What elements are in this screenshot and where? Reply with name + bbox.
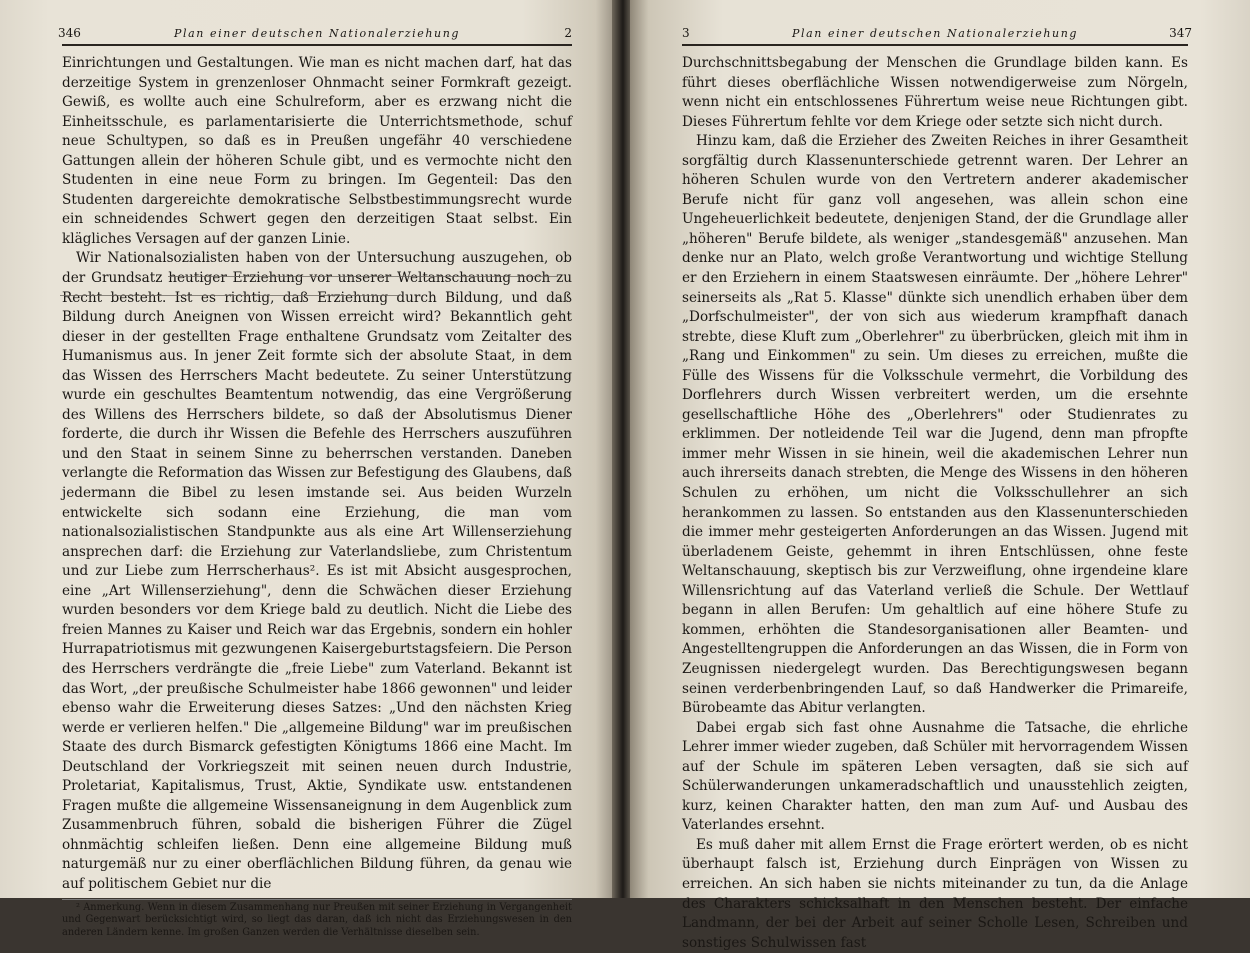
left-page-header — [58, 26, 572, 46]
right-signature-mark: 3 — [682, 26, 690, 40]
right-paragraph-1: Durchschnittsbegabung der Menschen die Grundlage bilden kann. Es führt dieses oberflächliche Wissen notwendigerweise zum Nörgeln, wenn nicht ein entschlossenes Führertum weise neue Richtungen gibt. Dieses Führertum fehlte vor dem Kriege oder setzte sich nicht durch. — [682, 55, 1188, 130]
left-footnote — [62, 899, 572, 940]
right-running-title: Plan einer deutschen Nationalerziehung — [791, 27, 1079, 40]
pencil-underline-1 — [168, 276, 558, 277]
right-page-number: 347 — [1169, 26, 1192, 40]
right-page-header — [682, 26, 1192, 46]
pencil-underline-2 — [60, 295, 400, 296]
left-page — [0, 0, 614, 938]
right-paragraph-4: Es muß daher mit allem Ernst die Frage erörtert werden, ob es nicht überhaupt falsch ist, Erziehung durch Einprägen von Wissen zu erreichen. An sich haben sie nichts miteinander zu tun, da die Anlage des Charakters schicksalhaft in den Menschen besteht. Der einfache Landmann, der bei der Arbeit auf seiner Scholle Lesen, Schreiben und sonstiges Schulwissen fast — [682, 836, 1188, 951]
right-paragraph-3: Dabei ergab sich fast ohne Ausnahme die Tatsache, die ehrliche Lehrer immer wieder zugeben, daß Schüler mit hervorragendem Wissen auf der Schule im späteren Leben versagten, daß sie sich auf Schülerwanderungen unkameradschaftlich und unausstehlich zeigten, kurz, keinen Charakter hatten, den man zum Auf- und Ausbau des Vaterlandes ersehnt. — [682, 719, 1188, 834]
right-paragraph-2: Hinzu kam, daß die Erzieher des Zweiten Reiches in ihrer Gesamtheit sorgfältig durch Klassenunterschiede getrennt waren. Der Lehrer an höheren Schulen wurde von den Vertretern anderer akademischer Berufe nicht für ganz voll angesehen, was allein schon eine Ungeheuerlichkeit bedeutete, denjenigen Stand, der die Grundlage aller „höheren" Berufe bildete, als weniger „standesgemäß" anzusehen. Man denke nur an Plato, welch große Verantwortung und wichtige Stellung er den Erziehern in einem Staatswesen einräumte. Der „höhere Lehrer" seinerseits als „Rat 5. Klasse" dünkte sich unendlich erhaben über dem „Dorfschulmeister", der von sich aus wiederum krampfhaft danach strebte, diese Kluft zum „Oberlehrer" zu überbrücken, gleich mit ihm in „Rang und Einkommen" zu sein. Um dieses zu erreichen, mußte die Fülle des Wissens für die Volksschule vermehrt, die Vorbildung des Dorflehrers durch Wissen verbreitert werden, um die ersehnte gesellschaftliche Höhe des „Oberlehrers" oder Studienrates zu erklimmen. Der notleidende Teil war die Jugend, denn man pfropfte immer mehr Wissen in sie hinein, weil die akademischen Lehrer nun auch ihrerseits danach strebten, die Menge des Wissens in den höheren Schulen zu erhöhen, um nicht die Volksschullehrer an sich herankommen zu lassen. So entstanden aus den Klassenunterschieden die immer mehr gesteigerten Anforderungen an das Wissen. Jugend mit überladenem Geiste, gehemmt in ihren Entschlüssen, ohne feste Weltanschauung, skeptisch bis zur Verzweiflung, ohne irgendeine klare Willensrichtung auf das Vaterland verließ die Schule. Der Wettlauf begann in allen Berufen: Um gehaltlich auf eine höhere Stufe zu kommen, erhöhten die Standesorganisationen aller Beamten- und Angestelltengruppen die Anforderungen an das Wissen, die in Form von Zeugnissen niedergelegt wurden. Das Berechtigungswesen begann seinen verderbenbringenden Lauf, so daß Handwerker die Primareife, Bürobeamte das Abitur verlangten. — [682, 133, 1188, 717]
left-running-title: Plan einer deutschen Nationalerziehung — [173, 27, 461, 40]
left-page-body — [62, 54, 572, 895]
left-signature-mark: 2 — [564, 26, 572, 40]
right-page-body — [682, 54, 1188, 953]
right-page — [630, 0, 1250, 951]
left-paragraph-2: Wir Nationalsozialisten haben von der Untersuchung auszugehen, ob der Grundsatz heutiger Erziehung vor unserer Weltanschauung noch zu Recht besteht. Ist es richtig, daß Erziehung durch Bildung, und daß Bildung durch Aneignen von Wissen erreicht wird? Bekanntlich geht dieser in der gestellten Frage enthaltene Grundsatz vom Zeitalter des Humanismus aus. In jener Zeit formte sich der absolute Staat, in dem das Wissen des Herrschers Macht bedeutete. Zu seiner Unterstützung wurde ein geschultes Beamtentum notwendig, das eine Vergrößerung des Willens des Herrschers bildete, so daß der Absolutismus Diener forderte, die durch ihr Wissen die Befehle des Herrschers auszuführen und den Staat in seinem Sinne zu beherrschen verstanden. Daneben verlangte die Reformation das Wissen zur Befestigung des Glaubens, daß jedermann die Bibel zu lesen imstande sei. Aus beiden Wurzeln entwickelte sich sodann eine Erziehung, die man vom nationalsozialistischen Standpunkte aus als eine Art Willenserziehung ansprechen darf: die Erziehung zur Vaterlandsliebe, zum Christentum und zur Liebe zum Herrscherhaus². Es ist mit Absicht ausgesprochen, eine „Art Willenserziehung", denn die Schwächen dieser Erziehung wurden besonders vor dem Kriege bald zu deutlich. Nicht die Liebe des freien Mannes zu Kaiser und Reich war das Ergebnis, sondern ein hohler Hurrapatriotismus mit gezwungenen Kaisergeburtstagsfeiern. Die Person des Herrschers verdrängte die „freie Liebe" zum Vaterland. Bekannt ist das Wort, „der preußische Schulmeister habe 1866 gewonnen" und leider ebenso wahr die Erweiterung dieses Satzes: „Und den nächsten Krieg werde er verlieren helfen." Die „allgemeine Bildung" war im preußischen Staate des durch Bismarck gefestigten Königtums 1866 eine Macht. Im Deutschland der Vorkriegszeit mit seinen neuen durch Industrie, Proletariat, Kapitalismus, Trust, Aktie, Syndikate usw. entstandenen Fragen mußte die allgemeine Wissensaneignung in dem Augenblick zum Zusammenbruch führen, sobald die bisherigen Führer die Zügel ohnmächtig schleifen ließen. Denn eine allgemeine Bildung muß naturgemäß nur zu einer oberflächlichen Bildung führen, da genau wie auf politischem Gebiet nur die — [62, 250, 572, 892]
left-paragraph-1: Einrichtungen und Gestaltungen. Wie man es nicht machen darf, hat das derzeitige System in grenzenloser Ohnmacht seiner Formkraft gezeigt. Gewiß, es wollte auch eine Schulreform, aber es erzwang nicht die Einheitsschule, es parlamentarisierte die Unterrichtsmethode, schuf neue Schultypen, so daß es in Preußen ungefähr 40 verschiedene Gattungen allein der höheren Schule gibt, und es vermochte nicht den Studenten in eine neue Form zu bringen. Im Gegenteil: Das den Studenten dargereichte demokratische Selbstbestimmungsrecht wurde ein schneidendes Schwert gegen den derzeitigen Staat selbst. Ein klägliches Versagen auf der ganzen Linie. — [62, 55, 572, 247]
left-page-number: 346 — [58, 26, 81, 40]
book-gutter — [612, 0, 632, 898]
footnote-text: ² Anmerkung. Wenn in diesem Zusammenhang nur Preußen mit seiner Erziehung in Vergangenheit und Gegenwart berücksichtigt wird, so liegt das daran, daß ich nicht das Erziehungswesen in den anderen Ländern kenne. Im großen Ganzen werden die Verhältnisse dieselben sein. — [62, 901, 572, 938]
